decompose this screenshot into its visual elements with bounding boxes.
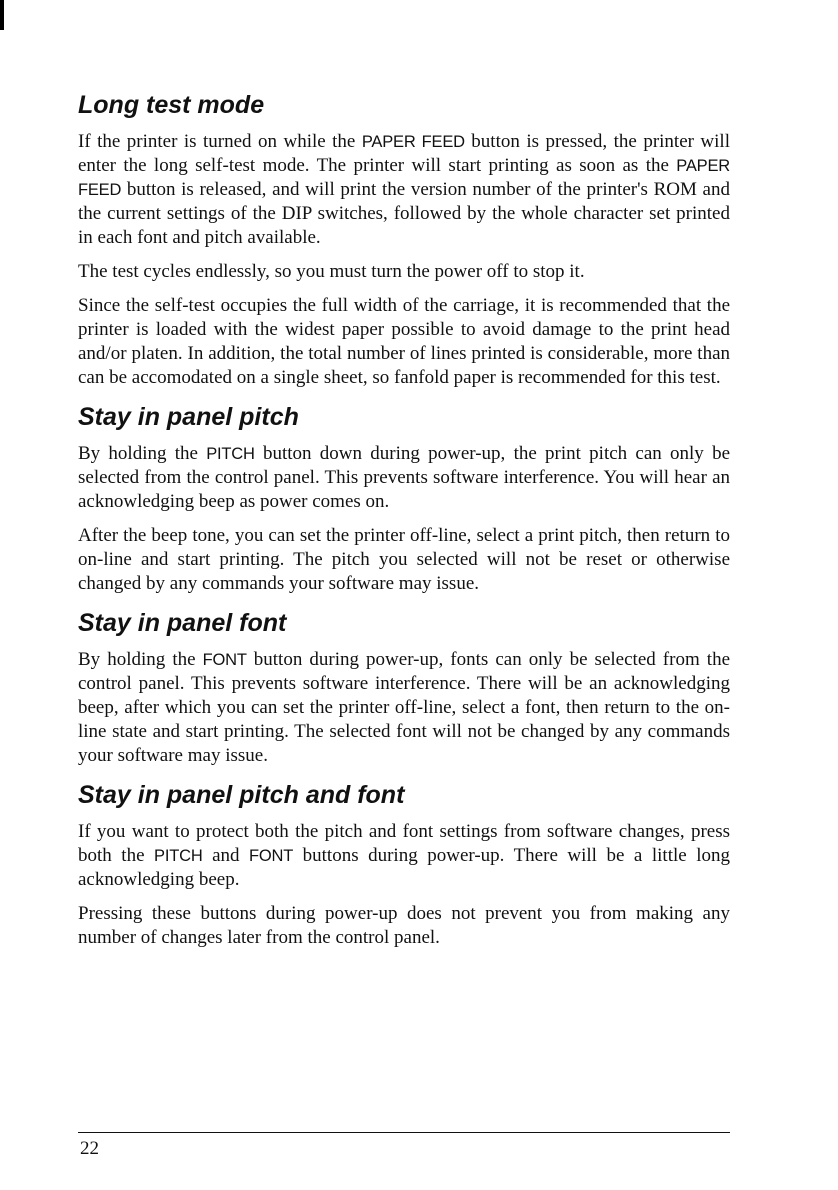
button-name-keyword: PAPER FEED: [78, 157, 730, 199]
paragraph: [78, 442, 730, 514]
text-run: button is released, and will print the version number of the printer's ROM and the current settings of the DIP switches, followed by the whole character set printed in each font and pitch available.: [78, 179, 730, 248]
section-heading: Stay in panel pitch and font: [78, 781, 405, 809]
text-run: By holding the: [78, 649, 203, 670]
section-stay-in-panel-font: [78, 606, 730, 768]
text-run: button is pressed, the printer will enter the long self-test mode. The printer will start printing as soon as the: [78, 131, 730, 176]
text-run: button down during power-up, the print pitch can only be selected from the control panel. This prevents software interference. You will hear an acknowledging beep as power comes on.: [78, 443, 730, 512]
text-run: buttons during power-up. There will be a little long acknowledging beep.: [78, 845, 730, 890]
section-heading: Long test mode: [78, 91, 265, 119]
paragraph: [78, 820, 730, 892]
button-name-keyword: PAPER FEED: [361, 133, 465, 151]
text-run: button during power-up, fonts can only be selected from the control panel. This prevents software interference. There will be an acknowledging beep, after which you can set the printer off-line, select a font, then return to the on-line state and start printing. The selected font will not be changed by any commands your software may issue.: [78, 649, 730, 766]
footer-rule: [78, 1132, 730, 1133]
paragraph: [78, 648, 730, 768]
scan-edge-mark: [0, 0, 4, 30]
paragraph: Pressing these buttons during power-up does not prevent you from making any number of changes later from the control panel.: [78, 903, 730, 948]
page-number: 22: [80, 1138, 99, 1159]
paragraph: After the beep tone, you can set the printer off-line, select a print pitch, then return to on-line and start printing. The pitch you selected will not be reset or otherwise changed by any commands your software may issue.: [78, 525, 730, 594]
section-long-test-mode: [78, 88, 730, 390]
text-run: By holding the: [78, 443, 207, 464]
text-run: If the printer is turned on while the: [78, 131, 362, 152]
paragraph: [78, 130, 730, 250]
button-name-keyword: FONT: [202, 651, 247, 669]
page-content: [78, 88, 730, 960]
section-heading: Stay in panel pitch: [78, 403, 299, 431]
button-name-keyword: PITCH: [206, 445, 255, 463]
section-heading: Stay in panel font: [78, 609, 287, 637]
paragraph: Since the self-test occupies the full width of the carriage, it is recommended that the printer is loaded with the widest paper possible to avoid damage to the print head and/or platen. In addition, the total number of lines printed is considerable, more than can be accomodated on a single sheet, so fanfold paper is recommended for this test.: [78, 295, 730, 388]
section-stay-in-panel-pitch: [78, 400, 730, 596]
text-run: and: [202, 845, 250, 866]
button-name-keyword: PITCH: [154, 847, 203, 865]
button-name-keyword: FONT: [249, 847, 294, 865]
paragraph: The test cycles endlessly, so you must turn the power off to stop it.: [78, 261, 585, 282]
section-stay-in-panel-pitch-and-font: [78, 778, 730, 950]
text-run: If you want to protect both the pitch and font settings from software changes, press both the: [78, 821, 730, 866]
